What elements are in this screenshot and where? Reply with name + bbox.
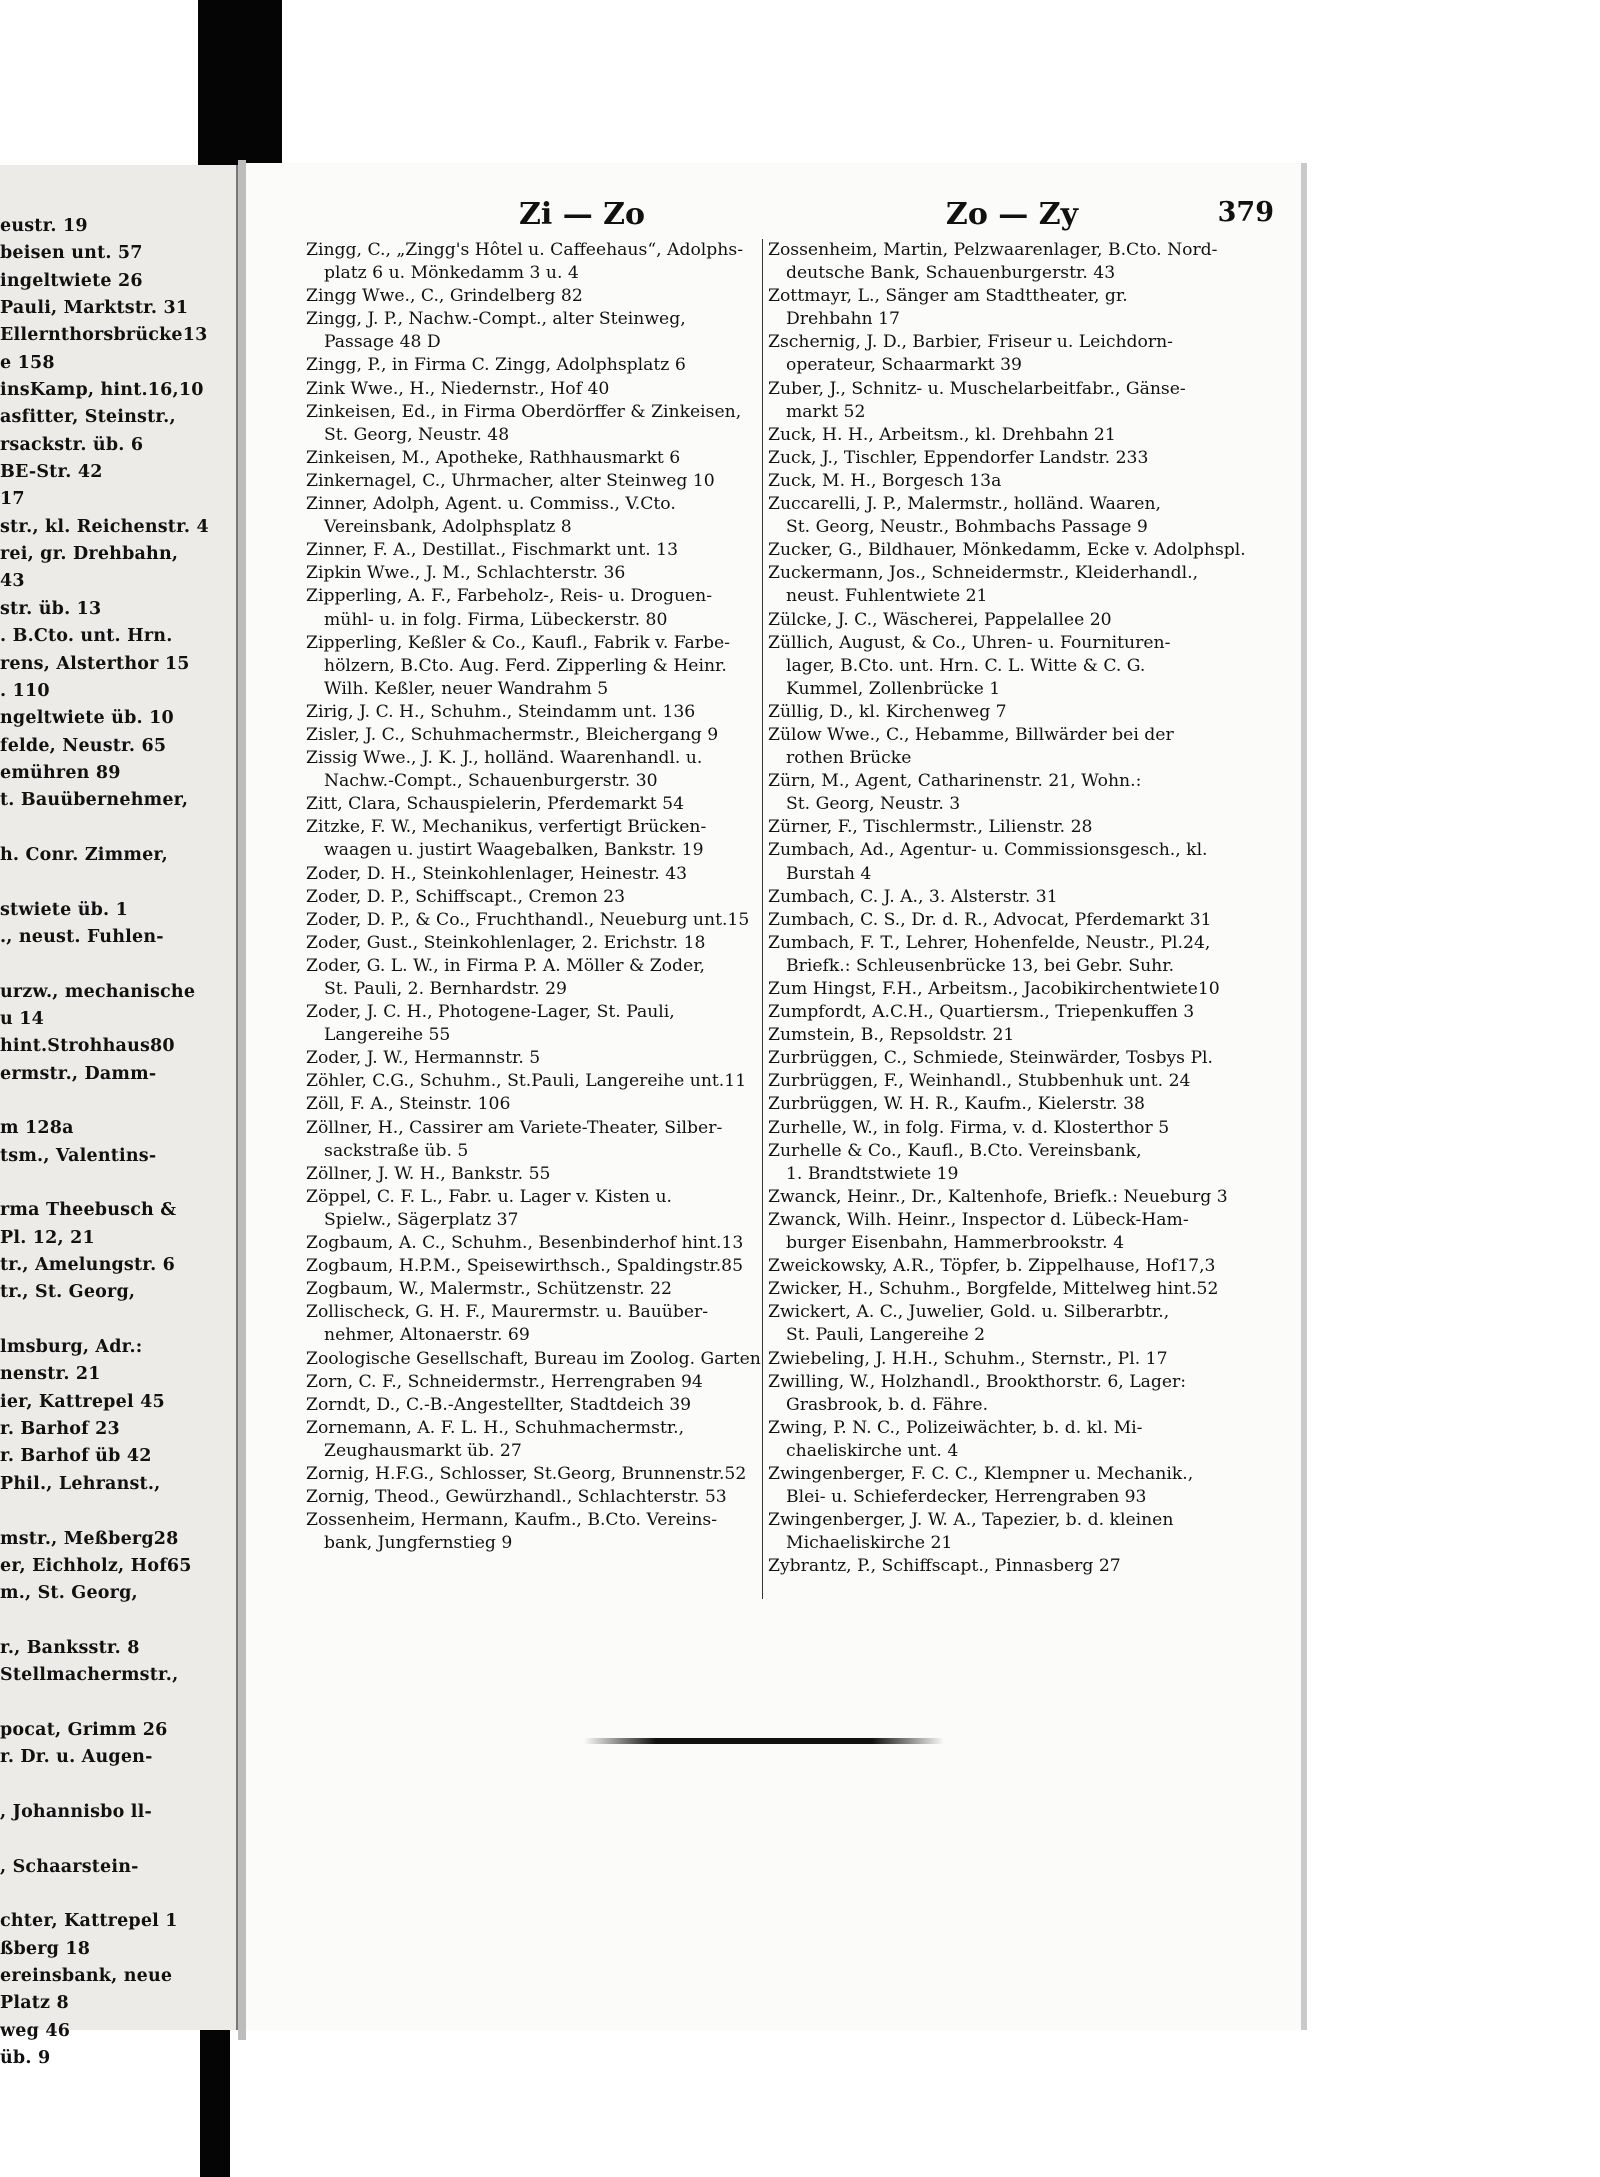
entry-continuation-line: Spielw., Sägerplatz 37 bbox=[324, 1209, 519, 1230]
directory-entry bbox=[306, 470, 761, 493]
facing-page-line: ngeltwiete üb. 10 bbox=[0, 708, 174, 729]
directory-entry bbox=[306, 1117, 761, 1163]
entry-line: Zöll, F. A., Steinstr. 106 bbox=[306, 1094, 511, 1115]
entry-continuation-line: 1. Brandtstwiete 19 bbox=[786, 1163, 959, 1184]
directory-entry bbox=[768, 1348, 1273, 1371]
directory-entry bbox=[306, 308, 761, 354]
directory-entry bbox=[306, 1348, 761, 1371]
facing-page-line: r. Barhof 23 bbox=[0, 1419, 120, 1440]
facing-page-line: lmsburg, Adr.: bbox=[0, 1337, 143, 1358]
facing-page-line bbox=[0, 1690, 236, 1717]
directory-entry bbox=[768, 239, 1273, 285]
entry-continuation-line: Zeughausmarkt üb. 27 bbox=[324, 1440, 522, 1461]
book-gutter bbox=[238, 160, 246, 2040]
entry-line: Zöppel, C. F. L., Fabr. u. Lager v. Kisten u. bbox=[306, 1186, 673, 1207]
entry-line: Zogbaum, W., Malermstr., Schützenstr. 22 bbox=[306, 1279, 672, 1300]
directory-entry bbox=[768, 1140, 1273, 1186]
directory-entry bbox=[768, 331, 1273, 377]
entry-line: Zweickowsky, A.R., Töpfer, b. Zippelhause, Hof17,3 bbox=[768, 1256, 1216, 1277]
entry-continuation-line: Vereinsbank, Adolphsplatz 8 bbox=[324, 517, 572, 538]
facing-page-line bbox=[0, 1307, 236, 1334]
entry-continuation-line: deutsche Bank, Schauenburgerstr. 43 bbox=[786, 263, 1116, 284]
facing-page-line: asfitter, Steinstr., bbox=[0, 407, 176, 428]
facing-page-line bbox=[0, 1881, 236, 1908]
entry-continuation-line: St. Georg, Neustr., Bohmbachs Passage 9 bbox=[786, 517, 1148, 538]
entry-line: Zoder, D. P., & Co., Fruchthandl., Neueburg unt.15 bbox=[306, 909, 750, 930]
facing-page-line: ier, Kattrepel 45 bbox=[0, 1391, 165, 1412]
entry-line: Zum Hingst, F.H., Arbeitsm., Jacobikirchentwiete10 bbox=[768, 979, 1220, 999]
directory-entry bbox=[768, 470, 1273, 493]
entry-continuation-line: hölzern, B.Cto. Aug. Ferd. Zipperling & Heinr. bbox=[324, 655, 727, 676]
entry-continuation-line: nehmer, Altonaerstr. 69 bbox=[324, 1325, 530, 1346]
entry-line: Zogbaum, A. C., Schuhm., Besenbinderhof hint.13 bbox=[306, 1233, 744, 1254]
directory-entry bbox=[768, 1255, 1273, 1278]
facing-page-line bbox=[0, 869, 236, 896]
facing-page-line: m 128a bbox=[0, 1118, 74, 1139]
facing-page-line: tr., Amelungstr. 6 bbox=[0, 1255, 176, 1276]
entry-line: Zülcke, J. C., Wäscherei, Pappelallee 20 bbox=[768, 609, 1112, 630]
directory-entry bbox=[768, 932, 1273, 978]
facing-page-line: emühren 89 bbox=[0, 762, 121, 783]
directory-entry bbox=[768, 1093, 1273, 1116]
directory-entry bbox=[306, 447, 761, 470]
entry-line: Zinner, F. A., Destillat., Fischmarkt unt. 13 bbox=[306, 540, 679, 561]
entry-line: Zumstein, B., Repsoldstr. 21 bbox=[768, 1025, 1015, 1046]
directory-entry bbox=[768, 1555, 1273, 1578]
directory-page bbox=[246, 163, 1307, 2030]
entry-line: Zisler, J. C., Schuhmachermstr., Bleichergang 9 bbox=[306, 724, 719, 745]
facing-page-line: stwiete üb. 1 bbox=[0, 899, 129, 920]
entry-line: Zumbach, F. T., Lehrer, Hohenfelde, Neustr., Pl.24, bbox=[768, 932, 1211, 953]
directory-entry bbox=[306, 1394, 761, 1417]
entry-continuation-line: mühl- u. in folg. Firma, Lübeckerstr. 80 bbox=[324, 609, 668, 630]
directory-entry bbox=[306, 378, 761, 401]
directory-entry bbox=[768, 886, 1273, 909]
facing-page-line: ., neust. Fuhlen- bbox=[0, 926, 164, 947]
facing-page-line bbox=[0, 1170, 236, 1197]
directory-entry bbox=[768, 1070, 1273, 1093]
entry-line: Zöllner, H., Cassirer am Variete-Theater, Silber- bbox=[306, 1117, 723, 1138]
entry-line: Zitt, Clara, Schauspielerin, Pferdemarkt 54 bbox=[306, 794, 685, 815]
entry-line: Zumbach, C. J. A., 3. Alsterstr. 31 bbox=[768, 886, 1058, 907]
entry-line: Zoder, J. C. H., Photogene-Lager, St. Pauli, bbox=[306, 1002, 675, 1023]
entry-line: Zogbaum, H.P.M., Speisewirthsch., Spaldingstr.85 bbox=[306, 1256, 744, 1277]
directory-entry bbox=[768, 1024, 1273, 1047]
facing-page-line: 17 bbox=[0, 489, 25, 510]
facing-page-line: hint.Strohhaus80 bbox=[0, 1036, 175, 1057]
directory-entry bbox=[306, 701, 761, 724]
entry-continuation-line: Passage 48 D bbox=[324, 332, 441, 353]
entry-line: Zwicker, H., Schuhm., Borgfelde, Mittelweg hint.52 bbox=[768, 1279, 1219, 1300]
facing-page-line: Platz 8 bbox=[0, 1993, 69, 2014]
entry-continuation-line: burger Eisenbahn, Hammerbrookstr. 4 bbox=[786, 1233, 1125, 1254]
directory-entry bbox=[768, 285, 1273, 331]
entry-continuation-line: St. Georg, Neustr. 48 bbox=[324, 424, 510, 445]
facing-page-line: weg 46 bbox=[0, 2020, 71, 2041]
entry-continuation-line: Burstah 4 bbox=[786, 863, 872, 884]
directory-entry bbox=[768, 632, 1273, 701]
facing-page-line bbox=[0, 1772, 236, 1799]
facing-page-line bbox=[0, 1826, 236, 1853]
facing-page-line: u 14 bbox=[0, 1008, 44, 1029]
entry-line: Zingg, C., „Zingg's Hôtel u. Caffeehaus“, Adolphs- bbox=[306, 240, 743, 260]
directory-entry bbox=[306, 863, 761, 886]
directory-entry bbox=[306, 1186, 761, 1232]
entry-line: Zumpfordt, A.C.H., Quartiersm., Triepenkuffen 3 bbox=[768, 1002, 1195, 1023]
entry-line: Zossenheim, Hermann, Kaufm., B.Cto. Vereins- bbox=[306, 1510, 718, 1531]
entry-line: Zorn, C. F., Schneidermstr., Herrengraben 94 bbox=[306, 1371, 703, 1392]
directory-entry bbox=[768, 1463, 1273, 1509]
facing-page-line: Pauli, Marktstr. 31 bbox=[0, 298, 189, 319]
directory-entry bbox=[768, 1001, 1273, 1024]
facing-page-line bbox=[0, 1498, 236, 1525]
facing-page-line: t. Bauübernehmer, bbox=[0, 790, 189, 811]
entry-line: Zottmayr, L., Sänger am Stadttheater, gr. bbox=[768, 286, 1128, 307]
entries-column-right bbox=[768, 239, 1288, 1578]
entry-line: Zossenheim, Martin, Pelzwaarenlager, B.Cto. Nord- bbox=[768, 240, 1218, 260]
entry-line: Zöllner, J. W. H., Bankstr. 55 bbox=[306, 1163, 551, 1184]
entry-line: Zumbach, Ad., Agentur- u. Commissionsgesch., kl. bbox=[768, 840, 1208, 861]
entry-continuation-line: St. Georg, Neustr. 3 bbox=[786, 794, 961, 815]
directory-entry bbox=[306, 1509, 761, 1555]
directory-entry bbox=[306, 1001, 761, 1047]
facing-page-line: BE-Str. 42 bbox=[0, 462, 103, 483]
facing-page-line: ingeltwiete 26 bbox=[0, 270, 143, 291]
entry-continuation-line: markt 52 bbox=[786, 401, 866, 422]
entry-continuation-line: neust. Fuhlentwiete 21 bbox=[786, 586, 988, 607]
directory-entry bbox=[306, 354, 761, 377]
directory-entry bbox=[306, 1486, 761, 1509]
directory-entry bbox=[306, 793, 761, 816]
entry-line: Zoder, G. L. W., in Firma P. A. Möller & Zoder, bbox=[306, 955, 705, 976]
facing-page-line: urzw., mechanische bbox=[0, 981, 196, 1002]
directory-entry bbox=[306, 955, 761, 1001]
facing-page-line: str., kl. Reichenstr. 4 bbox=[0, 516, 209, 537]
directory-entry bbox=[768, 609, 1273, 632]
entry-line: Zinkeisen, Ed., in Firma Oberdörffer & Zinkeisen, bbox=[306, 401, 742, 422]
facing-page-line: ßberg 18 bbox=[0, 1938, 91, 1959]
facing-page-line: ereinsbank, neue bbox=[0, 1966, 173, 1986]
entry-continuation-line: operateur, Schaarmarkt 39 bbox=[786, 355, 1022, 376]
entry-line: Zürn, M., Agent, Catharinenstr. 21, Wohn.: bbox=[768, 771, 1142, 792]
entry-line: Zöhler, C.G., Schuhm., St.Pauli, Langereihe unt.11 bbox=[306, 1071, 747, 1092]
facing-page-line: pocat, Grimm 26 bbox=[0, 1719, 168, 1740]
entry-line: Züllich, August, & Co., Uhren- u. Fournituren- bbox=[768, 632, 1171, 653]
facing-page-line: tr., St. Georg, bbox=[0, 1282, 136, 1303]
directory-entry bbox=[306, 539, 761, 562]
facing-page-line: rei, gr. Drehbahn, bbox=[0, 544, 179, 565]
entry-line: Zürner, F., Tischlermstr., Lilienstr. 28 bbox=[768, 817, 1093, 838]
directory-entry bbox=[306, 724, 761, 747]
directory-entry bbox=[306, 909, 761, 932]
entry-continuation-line: platz 6 u. Mönkedamm 3 u. 4 bbox=[324, 263, 579, 284]
facing-page-line: insKamp, hint.16,10 bbox=[0, 380, 204, 401]
entry-continuation-line: Langereihe 55 bbox=[324, 1025, 451, 1046]
entry-line: Zwingenberger, J. W. A., Tapezier, b. d. kleinen bbox=[768, 1510, 1174, 1531]
facing-page-line bbox=[0, 815, 236, 842]
entry-line: Zitzke, F. W., Mechanikus, verfertigt Brücken- bbox=[306, 817, 707, 838]
facing-page-line: Ellernthorsbrücke13 bbox=[0, 325, 208, 346]
facing-page-line: rens, Alsterthor 15 bbox=[0, 653, 190, 674]
entry-line: Zornig, H.F.G., Schlosser, St.Georg, Brunnenstr.52 bbox=[306, 1463, 747, 1484]
directory-entry bbox=[306, 1417, 761, 1463]
entry-line: Zschernig, J. D., Barbier, Friseur u. Leichdorn- bbox=[768, 332, 1173, 353]
facing-page-line: h. Conr. Zimmer, bbox=[0, 844, 168, 865]
directory-entry bbox=[306, 1047, 761, 1070]
directory-entry bbox=[768, 1509, 1273, 1555]
entry-line: Züllig, D., kl. Kirchenweg 7 bbox=[768, 701, 1007, 722]
entry-continuation-line: rothen Brücke bbox=[786, 748, 912, 769]
directory-entry bbox=[768, 1278, 1273, 1301]
directory-entry bbox=[306, 1278, 761, 1301]
entry-continuation-line: Blei- u. Schieferdecker, Herrengraben 93 bbox=[786, 1487, 1147, 1508]
facing-page-line bbox=[0, 1088, 236, 1115]
entry-line: Zoologische Gesellschaft, Bureau im Zoolog. Garten bbox=[306, 1348, 761, 1369]
facing-page-line: mstr., Meßberg28 bbox=[0, 1528, 179, 1549]
entry-line: Zurbrüggen, C., Schmiede, Steinwärder, Tosbys Pl. bbox=[768, 1048, 1213, 1069]
directory-entry bbox=[306, 1255, 761, 1278]
entry-line: Zurhelle & Co., Kaufl., B.Cto. Vereinsbank, bbox=[768, 1140, 1142, 1161]
entry-line: Zinkernagel, C., Uhrmacher, alter Steinweg 10 bbox=[306, 470, 715, 491]
directory-entry bbox=[768, 562, 1273, 608]
facing-page-line: , Johannisbo ll- bbox=[0, 1801, 152, 1822]
directory-entry bbox=[768, 978, 1273, 1001]
entry-line: Zuber, J., Schnitz- u. Muschelarbeitfabr., Gänse- bbox=[768, 378, 1186, 399]
entry-continuation-line: Grasbrook, b. d. Fähre. bbox=[786, 1394, 989, 1415]
entry-line: Zollischeck, G. H. F., Maurermstr. u. Bauüber- bbox=[306, 1302, 709, 1323]
page-number: 379 bbox=[1217, 197, 1274, 228]
directory-entry bbox=[306, 1463, 761, 1486]
directory-entry bbox=[306, 816, 761, 862]
entry-continuation-line: St. Pauli, Langereihe 2 bbox=[786, 1325, 986, 1346]
directory-entry bbox=[306, 632, 761, 701]
column-divider bbox=[762, 239, 763, 1599]
facing-page-line bbox=[0, 951, 236, 978]
scan-edge-bar-top bbox=[198, 0, 282, 165]
entry-line: Zoder, D. P., Schiffscapt., Cremon 23 bbox=[306, 886, 626, 907]
entry-continuation-line: lager, B.Cto. unt. Hrn. C. L. Witte & C. G. bbox=[786, 655, 1146, 676]
facing-page-line: rma Theebusch & bbox=[0, 1200, 177, 1221]
facing-page-line: Phil., Lehranst., bbox=[0, 1473, 161, 1494]
entry-line: Zingg, J. P., Nachw.-Compt., alter Steinweg, bbox=[306, 309, 686, 330]
facing-page-line: 43 bbox=[0, 571, 25, 592]
entry-line: Zoder, D. H., Steinkohlenlager, Heinestr. 43 bbox=[306, 863, 688, 884]
directory-entry bbox=[306, 562, 761, 585]
directory-entry bbox=[306, 239, 761, 285]
entry-continuation-line: Kummel, Zollenbrücke 1 bbox=[786, 678, 1001, 699]
entry-line: Zirig, J. C. H., Schuhm., Steindamm unt. 136 bbox=[306, 701, 696, 722]
entry-line: Zoder, Gust., Steinkohlenlager, 2. Erichstr. 18 bbox=[306, 932, 706, 953]
directory-entry bbox=[768, 770, 1273, 816]
directory-entry bbox=[768, 839, 1273, 885]
entry-continuation-line: bank, Jungfernstieg 9 bbox=[324, 1533, 513, 1554]
directory-entry bbox=[306, 1163, 761, 1186]
entry-continuation-line: Briefk.: Schleusenbrücke 13, bei Gebr. Suhr. bbox=[786, 955, 1175, 976]
entry-line: Zoder, J. W., Hermannstr. 5 bbox=[306, 1048, 541, 1069]
entry-line: Zurhelle, W., in folg. Firma, v. d. Klosterthor 5 bbox=[768, 1117, 1170, 1138]
facing-page-line: , Schaarstein- bbox=[0, 1856, 139, 1877]
facing-page-line: rsackstr. üb. 6 bbox=[0, 434, 144, 455]
facing-page-line: . B.Cto. unt. Hrn. bbox=[0, 626, 173, 647]
directory-entry bbox=[306, 1093, 761, 1116]
entry-line: Zornemann, A. F. L. H., Schuhmachermstr., bbox=[306, 1417, 685, 1438]
entry-line: Zwanck, Wilh. Heinr., Inspector d. Lübeck-Ham- bbox=[768, 1209, 1189, 1230]
end-ornament-rule bbox=[584, 1738, 944, 1744]
entry-continuation-line: Wilh. Keßler, neuer Wandrahm 5 bbox=[324, 678, 609, 699]
entry-line: Zipperling, Keßler & Co., Kaufl., Fabrik v. Farbe- bbox=[306, 632, 730, 653]
directory-entry bbox=[768, 1417, 1273, 1463]
entry-line: Zipperling, A. F., Farbeholz-, Reis- u. Droguen- bbox=[306, 586, 713, 607]
page-header bbox=[246, 197, 1301, 237]
directory-entry bbox=[768, 909, 1273, 932]
entry-line: Zuccarelli, J. P., Malermstr., holländ. Waaren, bbox=[768, 494, 1161, 515]
entry-line: Zwingenberger, F. C. C., Klempner u. Mechanik., bbox=[768, 1463, 1194, 1484]
directory-entry bbox=[768, 493, 1273, 539]
facing-page-line: r., Banksstr. 8 bbox=[0, 1637, 140, 1658]
directory-entry bbox=[306, 285, 761, 308]
facing-page-line: Pl. 12, 21 bbox=[0, 1227, 95, 1248]
entry-line: Zinner, Adolph, Agent. u. Commiss., V.Cto. bbox=[306, 494, 676, 515]
directory-entry bbox=[768, 424, 1273, 447]
directory-entry bbox=[768, 539, 1273, 562]
directory-entry bbox=[306, 747, 761, 793]
directory-entry bbox=[306, 1371, 761, 1394]
directory-entry bbox=[768, 1117, 1273, 1140]
facing-page-line: m., St. Georg, bbox=[0, 1583, 138, 1604]
entry-line: Zülow Wwe., C., Hebamme, Billwärder bei der bbox=[768, 724, 1174, 745]
entry-continuation-line: Michaeliskirche 21 bbox=[786, 1533, 953, 1554]
directory-entry bbox=[768, 1047, 1273, 1070]
entry-line: Zumbach, C. S., Dr. d. R., Advocat, Pferdemarkt 31 bbox=[768, 909, 1212, 930]
entry-line: Zornig, Theod., Gewürzhandl., Schlachterstr. 53 bbox=[306, 1487, 727, 1508]
entry-line: Zingg Wwe., C., Grindelberg 82 bbox=[306, 286, 583, 307]
entry-continuation-line: Nachw.-Compt., Schauenburgerstr. 30 bbox=[324, 771, 658, 792]
entry-line: Zwing, P. N. C., Polizeiwächter, b. d. kl. Mi- bbox=[768, 1417, 1143, 1438]
directory-entry bbox=[768, 1371, 1273, 1417]
facing-page-line: beisen unt. 57 bbox=[0, 243, 143, 264]
directory-entry bbox=[306, 1070, 761, 1093]
directory-entry bbox=[768, 1186, 1273, 1209]
facing-page-line: nenstr. 21 bbox=[0, 1364, 101, 1385]
entry-continuation-line: chaeliskirche unt. 4 bbox=[786, 1440, 959, 1461]
facing-page-line: er, Eichholz, Hof65 bbox=[0, 1555, 192, 1576]
entry-line: Zipkin Wwe., J. M., Schlachterstr. 36 bbox=[306, 563, 626, 584]
facing-page-line bbox=[0, 1608, 236, 1635]
header-range-right: Zo — Zy bbox=[945, 197, 1079, 232]
directory-entry bbox=[306, 493, 761, 539]
entry-continuation-line: waagen u. justirt Waagebalken, Bankstr. 19 bbox=[324, 840, 704, 861]
directory-entry bbox=[306, 932, 761, 955]
entry-line: Zuck, M. H., Borgesch 13a bbox=[768, 470, 1002, 491]
facing-page-line: eustr. 19 bbox=[0, 216, 88, 236]
facing-page-text bbox=[0, 165, 236, 2072]
entry-line: Zybrantz, P., Schiffscapt., Pinnasberg 27 bbox=[768, 1556, 1121, 1577]
entry-line: Zwiebeling, J. H.H., Schuhm., Sternstr., Pl. 17 bbox=[768, 1348, 1168, 1369]
entry-line: Zwickert, A. C., Juwelier, Gold. u. Silberarbtr., bbox=[768, 1302, 1170, 1323]
header-range-left: Zi — Zo bbox=[518, 197, 646, 232]
facing-page-line: üb. 9 bbox=[0, 2048, 51, 2069]
directory-entry bbox=[768, 1209, 1273, 1255]
entry-line: Zurbrüggen, F., Weinhandl., Stubbenhuk unt. 24 bbox=[768, 1071, 1191, 1092]
facing-page-line: Stellmachermstr., bbox=[0, 1665, 179, 1686]
entry-line: Zwilling, W., Holzhandl., Brookthorstr. 6, Lager: bbox=[768, 1371, 1187, 1392]
directory-entry bbox=[768, 378, 1273, 424]
entry-line: Zissig Wwe., J. K. J., holländ. Waarenhandl. u. bbox=[306, 748, 703, 769]
facing-page-line: . 110 bbox=[0, 680, 50, 701]
entry-continuation-line: Drehbahn 17 bbox=[786, 309, 900, 330]
directory-entry bbox=[768, 701, 1273, 724]
facing-page-line: tsm., Valentins- bbox=[0, 1145, 157, 1166]
directory-entry bbox=[306, 886, 761, 909]
entry-line: Zuckermann, Jos., Schneidermstr., Kleiderhandl., bbox=[768, 563, 1199, 584]
directory-entry bbox=[306, 585, 761, 631]
entry-line: Zingg, P., in Firma C. Zingg, Adolphsplatz 6 bbox=[306, 355, 686, 376]
entry-line: Zwanck, Heinr., Dr., Kaltenhofe, Briefk.: Neueburg 3 bbox=[768, 1186, 1228, 1207]
entry-continuation-line: sackstraße üb. 5 bbox=[324, 1140, 469, 1161]
entry-line: Zurbrüggen, W. H. R., Kaufm., Kielerstr. 38 bbox=[768, 1094, 1145, 1115]
facing-page-line: r. Dr. u. Augen- bbox=[0, 1747, 153, 1768]
entry-line: Zinkeisen, M., Apotheke, Rathhausmarkt 6 bbox=[306, 447, 681, 468]
directory-entry bbox=[768, 447, 1273, 470]
facing-page-line: ermstr., Damm- bbox=[0, 1063, 157, 1084]
directory-entry bbox=[768, 724, 1273, 770]
directory-entry bbox=[306, 1232, 761, 1255]
entry-line: Zorndt, D., C.-B.-Angestellter, Stadtdeich 39 bbox=[306, 1394, 692, 1415]
facing-page-line: e 158 bbox=[0, 352, 55, 373]
facing-page-line: chter, Kattrepel 1 bbox=[0, 1911, 178, 1932]
entry-line: Zuck, J., Tischler, Eppendorfer Landstr. 233 bbox=[768, 447, 1149, 468]
facing-page-line: str. üb. 13 bbox=[0, 598, 102, 619]
entry-line: Zuck, H. H., Arbeitsm., kl. Drehbahn 21 bbox=[768, 424, 1116, 445]
directory-entry bbox=[768, 816, 1273, 839]
directory-entry bbox=[306, 401, 761, 447]
entry-continuation-line: St. Pauli, 2. Bernhardstr. 29 bbox=[324, 979, 567, 999]
directory-entry bbox=[768, 1301, 1273, 1347]
facing-page-left bbox=[0, 165, 238, 2069]
facing-page-line: felde, Neustr. 65 bbox=[0, 735, 167, 756]
facing-page-line: r. Barhof üb 42 bbox=[0, 1446, 152, 1467]
entry-line: Zucker, G., Bildhauer, Mönkedamm, Ecke v. Adolphspl. bbox=[768, 540, 1246, 561]
entry-line: Zink Wwe., H., Niedernstr., Hof 40 bbox=[306, 378, 610, 399]
directory-entry bbox=[306, 1301, 761, 1347]
